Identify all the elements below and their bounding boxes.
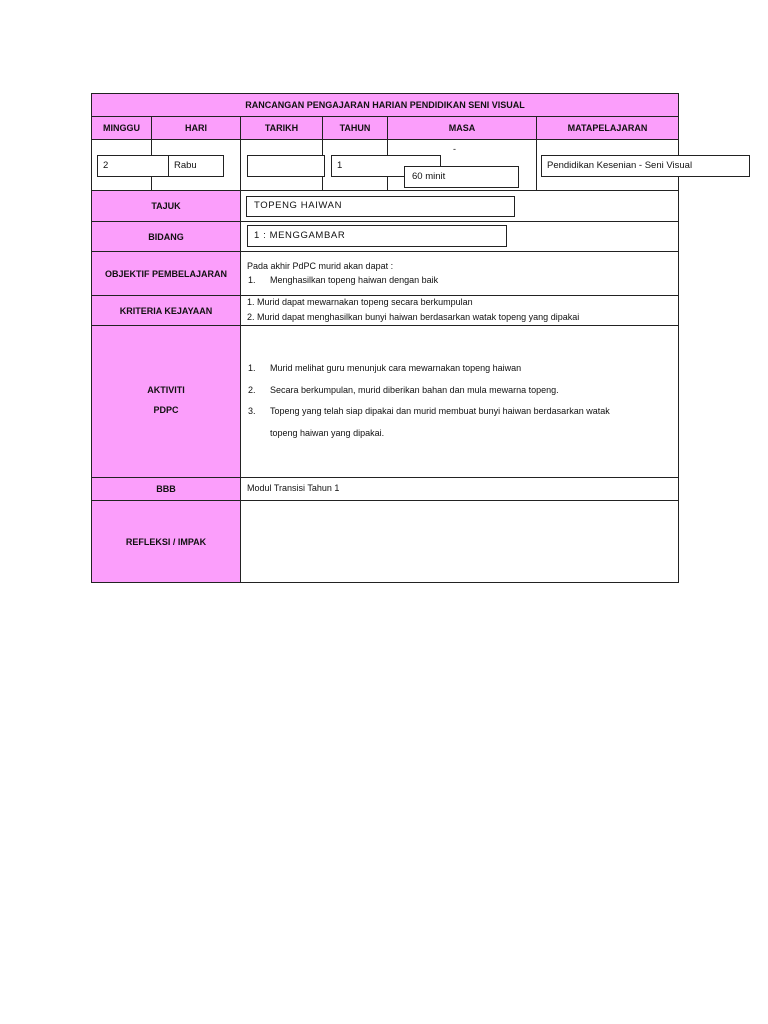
header-tahun-label: TAHUN <box>339 123 371 133</box>
tarikh-value-box <box>247 155 325 177</box>
minggu-value-box: 2 <box>97 155 169 177</box>
header-tahun <box>322 116 388 140</box>
matapelajaran-value-box: Pendidikan Kesenian - Seni Visual <box>541 155 750 177</box>
aktiviti-item-text: Secara berkumpulan, murid diberikan bahan dan mula mewarna topeng. <box>270 385 559 395</box>
header-hari <box>151 116 241 140</box>
bbb-label: BBB <box>156 484 176 494</box>
bbb-value: Modul Transisi Tahun 1 <box>247 483 340 493</box>
header-masa-label: MASA <box>448 123 476 133</box>
kriteria-item: 2. Murid dapat menghasilkan bunyi haiwan berdasarkan watak topeng yang dipakai <box>247 312 580 322</box>
kriteria-label: KRITERIA KEJAYAAN <box>119 305 213 316</box>
aktiviti-item-number: 3. <box>248 406 256 416</box>
tajuk-label-cell <box>91 190 241 222</box>
aktiviti-value-cell <box>240 325 679 478</box>
refleksi-label-cell <box>91 500 241 583</box>
bidang-value-box: 1 : MENGGAMBAR <box>247 225 507 247</box>
aktiviti-item-text: Topeng yang telah siap dipakai dan murid membuat bunyi haiwan berdasarkan watak <box>270 406 610 416</box>
aktiviti-label: AKTIVITI <box>147 385 185 395</box>
tajuk-label: TAJUK <box>151 201 181 211</box>
header-tarikh-label: TARIKH <box>264 123 299 133</box>
kriteria-label-cell <box>91 295 241 326</box>
page-title: RANCANGAN PENGAJARAN HARIAN PENDIDIKAN SENI VISUAL <box>245 100 525 110</box>
masa-value-box: 60 minit <box>404 166 519 188</box>
aktiviti-item-number: 2. <box>248 385 256 395</box>
header-minggu <box>91 116 152 140</box>
objektif-label-cell <box>91 251 241 296</box>
objektif-item-text: Menghasilkan topeng haiwan dengan baik <box>270 275 439 285</box>
bbb-label-cell <box>91 477 241 501</box>
header-hari-label: HARI <box>185 123 207 133</box>
title-cell <box>91 93 679 117</box>
header-masa <box>387 116 537 140</box>
objektif-label: OBJEKTIF PEMBELAJARAN <box>104 268 227 279</box>
refleksi-value-cell <box>240 500 679 583</box>
objektif-intro: Pada akhir PdPC murid akan dapat : <box>247 261 394 271</box>
refleksi-label: REFLEKSI / IMPAK <box>125 536 207 547</box>
aktiviti-item-text: Murid melihat guru menunjuk cara mewarnakan topeng haiwan <box>270 363 522 373</box>
header-matapelajaran-label: MATAPELAJARAN <box>567 123 648 133</box>
bidang-label-cell <box>91 221 241 252</box>
pdpc-label: PDPC <box>153 405 179 415</box>
tajuk-value-box: TOPENG HAIWAN <box>246 196 515 217</box>
objektif-item-number: 1. <box>248 275 256 285</box>
bidang-label: BIDANG <box>148 231 184 242</box>
header-tarikh <box>240 116 323 140</box>
hari-value-box: Rabu <box>168 155 224 177</box>
kriteria-item: 1. Murid dapat mewarnakan topeng secara berkumpulan <box>247 297 473 307</box>
header-matapelajaran <box>536 116 679 140</box>
aktiviti-item-number: 1. <box>248 363 256 373</box>
masa-dash: - <box>453 144 456 154</box>
aktiviti-item-continuation: topeng haiwan yang dipakai. <box>270 428 385 438</box>
header-minggu-label: MINGGU <box>103 123 140 133</box>
tahun-value-box: 1 <box>331 155 441 177</box>
aktiviti-label-cell <box>91 325 241 478</box>
